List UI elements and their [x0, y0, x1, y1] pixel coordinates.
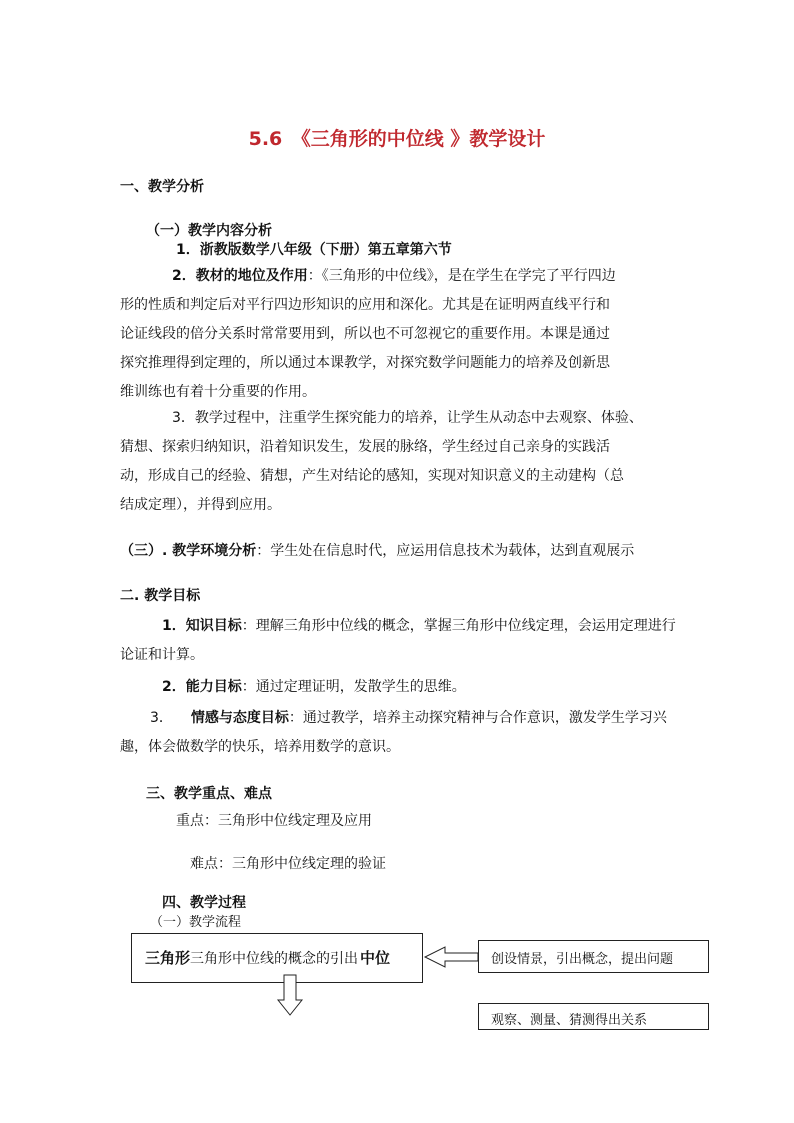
section-4-sub-heading: （一）教学流程: [150, 915, 242, 930]
item-2-label: 2．教材的地位及作用: [172, 268, 308, 284]
flow-box-main: 三角形三角形中位线的概念的引出 中位: [131, 933, 423, 983]
page-title: 5.6 《三角形的中位线 》教学设计: [248, 128, 546, 150]
flow-box-observe: 观察、测量、猜测得出关系: [478, 1003, 709, 1030]
difficult-point: 难点：三角形中位线定理的验证: [190, 856, 386, 872]
goal-ability: 2．能力目标：通过定理证明，发散学生的思维。: [162, 679, 466, 695]
content-item-1: 1．浙教版数学八年级（下册）第五章第六节: [176, 242, 452, 258]
flow-box-scenario: 创设情景，引出概念，提出问题: [478, 940, 709, 973]
arrow-left-icon: [423, 945, 479, 969]
section-1-sub-heading: （一）教学内容分析: [146, 223, 272, 239]
content-item-2: 2．教材的地位及作用：《三角形的中位线》，是在学生在学完了平行四边 形的性质和判定后对平行四边形知识的应用和深化。尤其是在证明两直线平行和 论证线段的倍分关系时常常要用到，所以也不可忽视它的重要作用。本课是通过 探究推理得到定理的，所以通过本课教学，对探究数学问题能力的培养及创新思 维训练也有着十分重要的作用。: [120, 268, 616, 400]
key-point: 重点：三角形中位线定理及应用: [176, 813, 372, 829]
arrow-down-icon: [276, 974, 304, 1016]
section-1-heading: 一、教学分析: [120, 179, 204, 195]
environment-analysis: （三）. 教学环境分析：学生处在信息时代，应运用信息技术为载体，达到直观展示: [120, 543, 635, 559]
section-4-heading: 四、教学过程: [162, 895, 246, 911]
content-item-3: 3．教学过程中，注重学生探究能力的培养，让学生从动态中去观察、体验、 猜想、探索归纳知识，沿着知识发生，发展的脉络，学生经过自己亲身的实践活 动，形成自己的经验、猜想，产生对结论的感知，实现对知识意义的主动建构（总 结成定理），并得到应用。: [120, 410, 643, 513]
goal-attitude: 3． 情感与态度目标：通过教学，培养主动探究精神与合作意识，激发学生学习兴 趣，体会做数学的快乐，培养用数学的意识。: [120, 710, 667, 755]
section-2-heading: 二. 教学目标: [120, 588, 201, 604]
goal-knowledge: 1．知识目标：理解三角形中位线的概念，掌握三角形中位线定理，会运用定理进行 论证和计算。: [120, 618, 676, 663]
section-3-heading: 三、教学重点、难点: [146, 786, 272, 802]
